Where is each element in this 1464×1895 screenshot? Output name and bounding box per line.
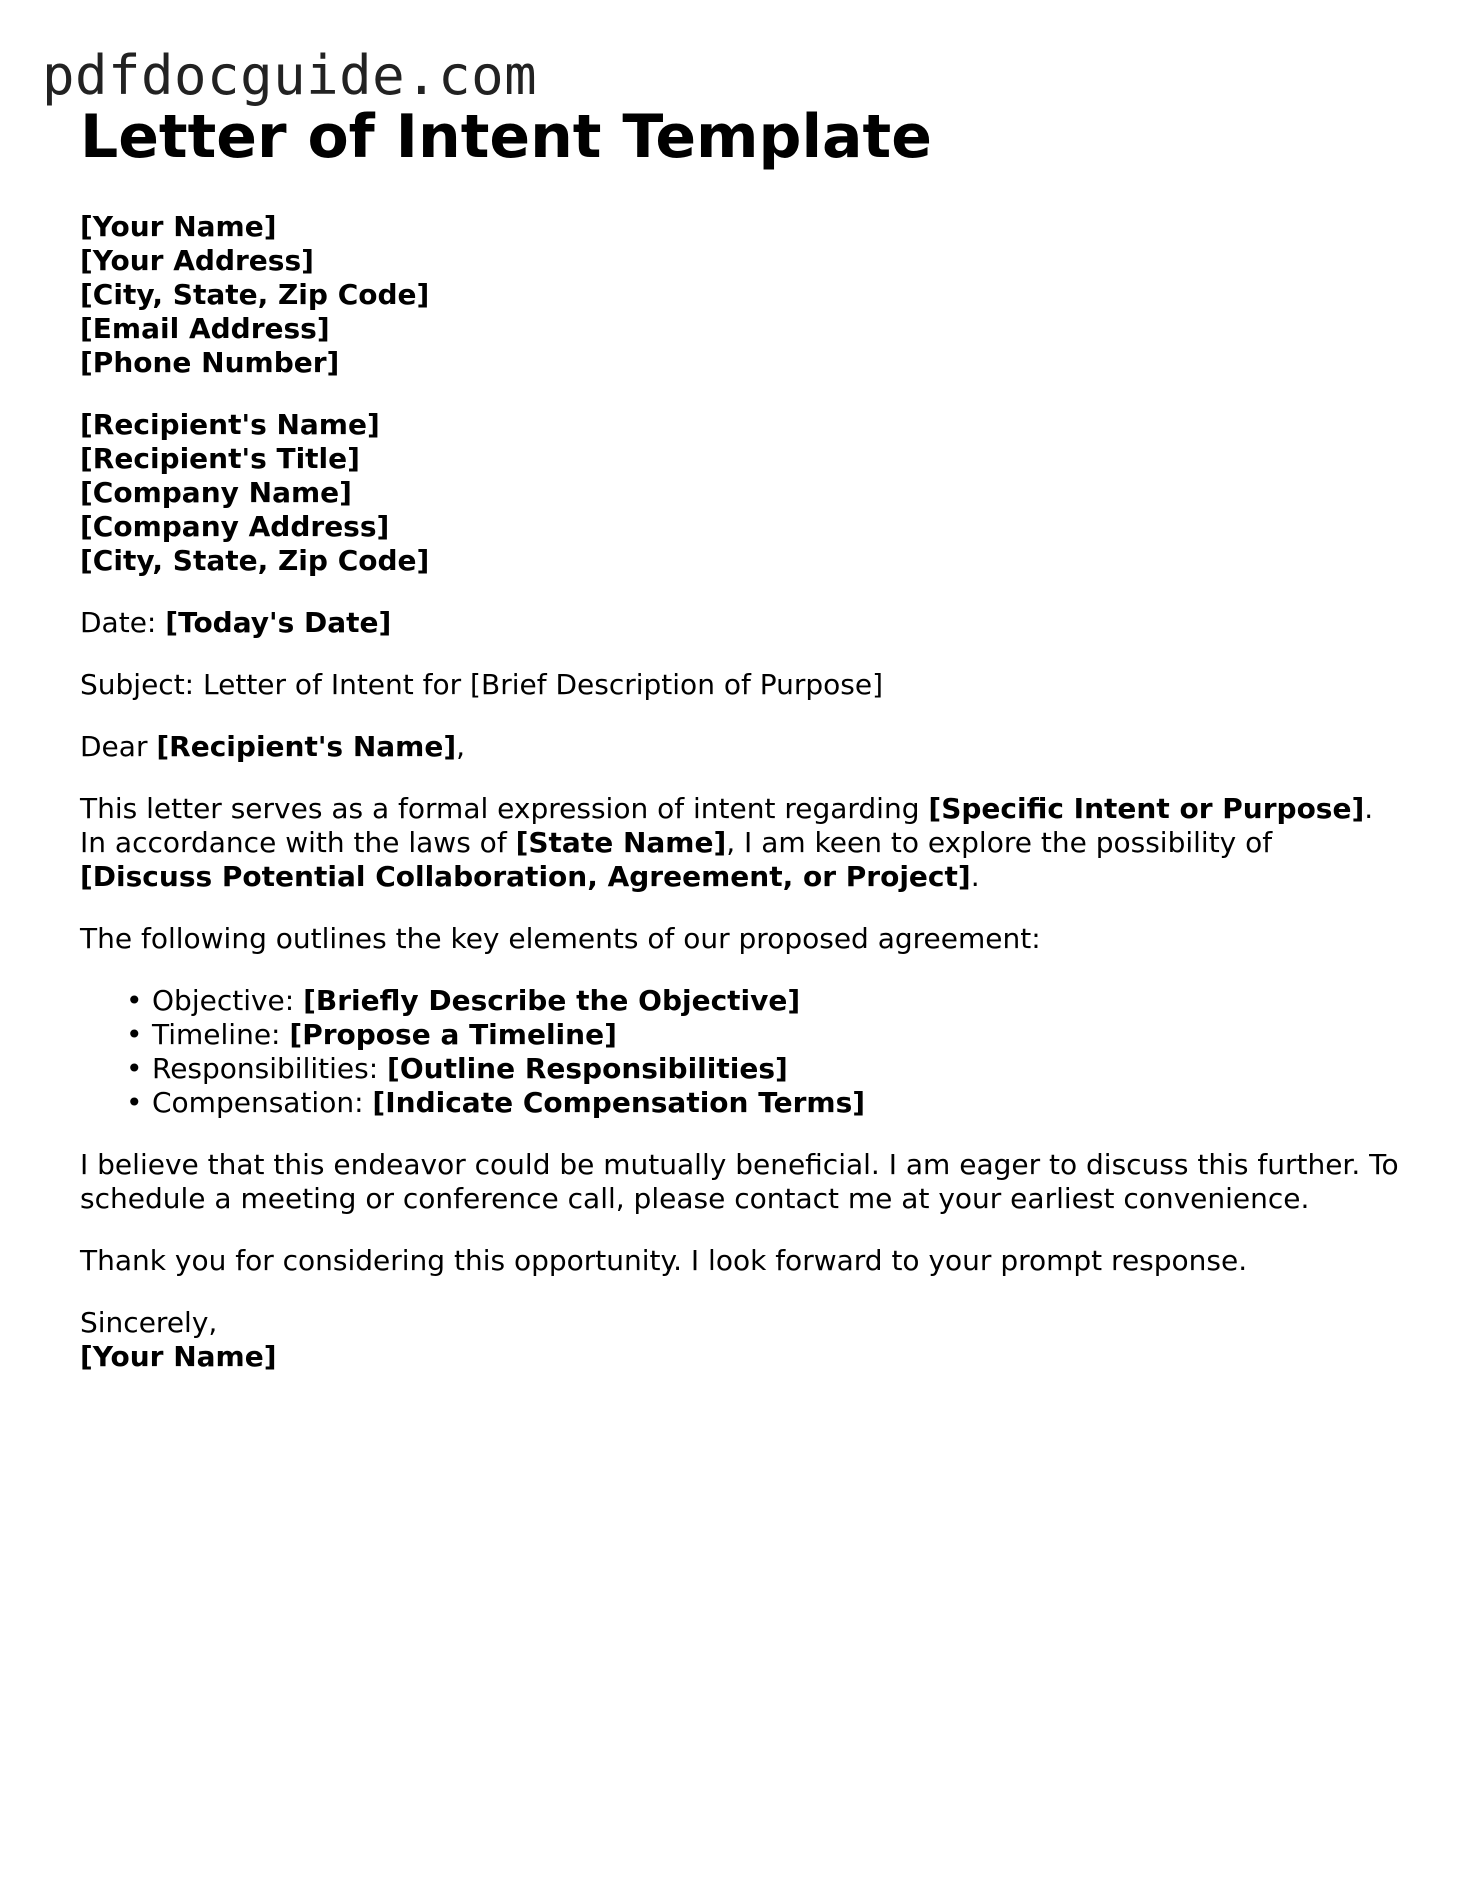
recipient-name: [Recipient's Name]: [80, 408, 380, 441]
date-label: Date:: [80, 606, 166, 639]
greeting-suffix: ,: [456, 730, 466, 763]
greeting-line: [80, 730, 1400, 764]
term-label: Compensation:: [152, 1086, 373, 1119]
signoff-block: [80, 1306, 1400, 1374]
bullet-icon: •: [126, 1086, 143, 1119]
list-item: [126, 984, 1400, 1018]
page-title: Letter of Intent Template: [80, 102, 932, 172]
sender-address: [Your Address]: [80, 244, 314, 277]
greeting-prefix: Dear: [80, 730, 157, 763]
date-value: [Today's Date]: [165, 606, 392, 639]
terms-list: [80, 984, 1400, 1120]
term-value: [Outline Responsibilities]: [387, 1052, 788, 1085]
term-label: Objective:: [152, 984, 304, 1017]
recipient-city-state-zip: [City, State, Zip Code]: [80, 544, 430, 577]
outline-paragraph: The following outlines the key elements of our proposed agreement:: [80, 922, 1041, 955]
intro-intent: [Specific Intent or Purpose]: [928, 792, 1365, 825]
intro-text-1: This letter serves as a formal expression of intent regarding: [80, 792, 929, 825]
signoff-text: Sincerely,: [80, 1306, 218, 1339]
list-item: [126, 1086, 1400, 1120]
closing-paragraph: I believe that this endeavor could be mutually beneficial. I am eager to discuss this further. To schedule a meeting or conference call, please contact me at your earliest convenience.: [80, 1148, 1399, 1215]
intro-project: [Discuss Potential Collaboration, Agreement, or Project]: [80, 860, 971, 893]
intro-text-4: .: [970, 860, 980, 893]
term-label: Timeline:: [152, 1018, 290, 1051]
list-item: [126, 1052, 1400, 1086]
recipient-company: [Company Name]: [80, 476, 352, 509]
bullet-icon: •: [126, 1052, 143, 1085]
signature-name: [Your Name]: [80, 1340, 277, 1373]
term-value: [Propose a Timeline]: [289, 1018, 617, 1051]
date-line: [80, 606, 1400, 640]
bullet-icon: •: [126, 1018, 143, 1051]
bullet-icon: •: [126, 984, 143, 1017]
intro-text-2: . In accordance with the laws of: [80, 792, 1374, 859]
sender-phone: [Phone Number]: [80, 346, 340, 379]
term-value: [Indicate Compensation Terms]: [372, 1086, 866, 1119]
letter-page: [80, 100, 1400, 1374]
list-item: [126, 1018, 1400, 1052]
intro-text-3: , I am keen to explore the possibility of: [726, 826, 1273, 859]
thanks-paragraph: Thank you for considering this opportunity. I look forward to your prompt response.: [80, 1244, 1248, 1277]
sender-city-state-zip: [City, State, Zip Code]: [80, 278, 430, 311]
recipient-block: [80, 408, 1400, 578]
sender-block: [80, 210, 1400, 380]
recipient-title: [Recipient's Title]: [80, 442, 360, 475]
intro-state: [State Name]: [515, 826, 727, 859]
sender-name: [Your Name]: [80, 210, 277, 243]
sender-email: [Email Address]: [80, 312, 330, 345]
greeting-name: [Recipient's Name]: [156, 730, 457, 763]
recipient-company-address: [Company Address]: [80, 510, 390, 543]
site-watermark: pdfdocguide.com: [42, 44, 538, 107]
term-label: Responsibilities:: [152, 1052, 388, 1085]
term-value: [Briefly Describe the Objective]: [303, 984, 801, 1017]
subject-line: Subject: Letter of Intent for [Brief Description of Purpose]: [80, 668, 884, 701]
intro-paragraph: [80, 792, 1400, 894]
